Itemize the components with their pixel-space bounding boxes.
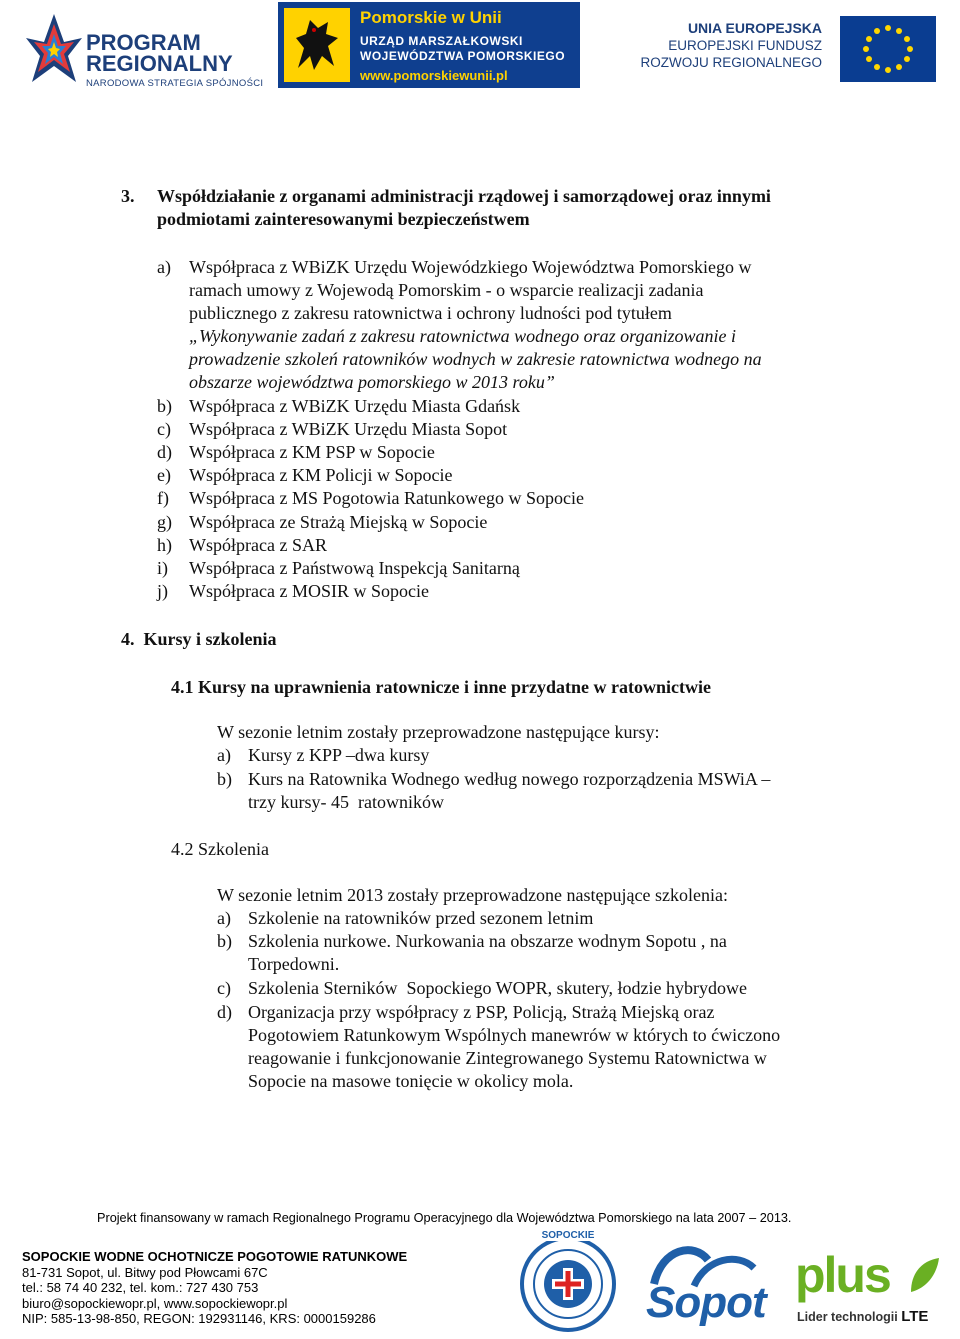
eu-flag-icon bbox=[840, 16, 936, 82]
list-item bbox=[157, 441, 435, 464]
list-text: Współpraca z MS Pogotowia Ratunkowego w Sopocie bbox=[189, 488, 584, 508]
list-text: Kursy z KPP –dwa kursy bbox=[248, 745, 430, 765]
list-marker: a) bbox=[217, 745, 231, 765]
list-text: Współpraca z SAR bbox=[189, 535, 327, 555]
item-a-italic2: prowadzenie szkoleń ratowników wodnych w zakresie ratownictwa wodnego na bbox=[189, 349, 762, 369]
section42-d-line3: reagowanie i funkcjonowanie Zintegrowanego Systemu Ratownictwa w bbox=[248, 1048, 767, 1068]
item-a-line3: publicznego z zakresu ratownictwa i ochrony ludności pod tytułem bbox=[189, 303, 672, 323]
list-marker: f) bbox=[157, 488, 169, 508]
list-text: Współpraca z MOSIR w Sopocie bbox=[189, 581, 429, 601]
plus-word: plus bbox=[795, 1247, 890, 1303]
list-item bbox=[157, 464, 452, 487]
ue-line2: EUROPEJSKI FUNDUSZ bbox=[668, 38, 822, 53]
item-a-line1: Współpraca z WBiZK Urzędu Wojewódzkiego Województwa Pomorskiego w bbox=[189, 257, 752, 277]
pomorskie-w-unii-logo bbox=[278, 2, 580, 88]
pom-line2: WOJEWÓDZTWA POMORSKIEGO bbox=[360, 49, 566, 63]
list-item bbox=[157, 487, 584, 510]
section42-title: 4.2 Szkolenia bbox=[171, 839, 269, 859]
list-item bbox=[157, 580, 429, 603]
pom-title: Pomorskie w Unii bbox=[360, 8, 502, 27]
item-a-italic3: obszarze województwa pomorskiego w 2013 roku” bbox=[189, 372, 555, 392]
list-item bbox=[157, 511, 487, 534]
eu-logo bbox=[630, 16, 940, 86]
griffin-icon bbox=[284, 8, 350, 82]
program-label: PROGRAM bbox=[86, 30, 201, 55]
regionalny-label: REGIONALNY bbox=[86, 51, 233, 76]
badge-top-label: SOPOCKIE bbox=[538, 1230, 598, 1241]
program-regionalny-star-icon bbox=[24, 12, 84, 84]
item-a-italic1: „Wykonywanie zadań z zakresu ratownictwa wodnego oraz organizowanie i bbox=[189, 326, 737, 346]
plus-leaf-icon bbox=[907, 1256, 941, 1296]
list-text: Współpraca z Państwową Inspekcją Sanitarną bbox=[189, 558, 520, 578]
list-marker: d) bbox=[217, 1002, 232, 1022]
list-marker: e) bbox=[157, 465, 171, 485]
list-item bbox=[157, 557, 520, 580]
ue-line1: UNIA EUROPEJSKA bbox=[687, 20, 822, 36]
section42-d-line4: Sopocie na masowe tonięcie w okolicy mola. bbox=[248, 1071, 574, 1091]
ue-line3: ROZWOJU REGIONALNEGO bbox=[640, 55, 822, 70]
pom-url: www.pomorskiewunii.pl bbox=[360, 68, 508, 83]
list-marker: b) bbox=[217, 931, 232, 951]
address: 81-731 Sopot, ul. Bitwy pod Płowcami 67C bbox=[22, 1264, 268, 1280]
section42-a bbox=[217, 907, 593, 930]
list-item bbox=[157, 418, 507, 441]
section41-b bbox=[217, 768, 770, 791]
item-a-marker: a) bbox=[157, 257, 171, 277]
list-marker: b) bbox=[217, 769, 232, 789]
list-marker: a) bbox=[217, 908, 231, 928]
section42-d-line2: Pogotowiem Ratunkowym Wspólnych manewrów w których to ćwiczono bbox=[248, 1025, 781, 1045]
section42-b-line2: Torpedowni. bbox=[248, 954, 340, 974]
list-marker: i) bbox=[157, 558, 168, 578]
list-text: Współpraca z WBiZK Urzędu Miasta Sopot bbox=[189, 419, 508, 439]
section4-title: 4. Kursy i szkolenia bbox=[121, 629, 277, 649]
list-marker: c) bbox=[217, 978, 231, 998]
list-text: Szkolenie na ratowników przed sezonem letnim bbox=[248, 908, 594, 928]
section3-number: 3. bbox=[121, 186, 135, 206]
sopot-word: Sopot bbox=[646, 1278, 766, 1327]
section3-title-line2: podmiotami zainteresowanymi bezpieczeństwem bbox=[157, 209, 530, 229]
list-marker: g) bbox=[157, 512, 172, 532]
list-marker: j) bbox=[157, 581, 168, 601]
contact-block bbox=[22, 1249, 462, 1327]
list-text: Szkolenia Sterników Sopockiego WOPR, skutery, łodzie hybrydowe bbox=[248, 978, 747, 998]
sopot-logo bbox=[634, 1240, 774, 1334]
list-item bbox=[157, 534, 327, 557]
plus-tagline bbox=[797, 1308, 928, 1325]
phone: tel.: 58 74 40 232, tel. kom.: 727 430 753 bbox=[22, 1280, 259, 1295]
section42-c bbox=[217, 977, 747, 1000]
section41-title: 4.1 Kursy na uprawnienia ratownicze i inne przydatne w ratownictwie bbox=[171, 677, 711, 697]
list-marker: b) bbox=[157, 396, 172, 416]
section42-intro: W sezonie letnim 2013 zostały przeprowadzone następujące szkolenia: bbox=[217, 885, 728, 905]
list-text: Kurs na Ratownika Wodnego według nowego rozporządzenia MSWiA – bbox=[248, 769, 771, 789]
list-text: Współpraca z KM Policji w Sopocie bbox=[189, 465, 453, 485]
plus-tag-text: Lider technologii bbox=[797, 1310, 898, 1324]
email-website: biuro@sopockiewopr.pl, www.sopockiewopr.pl bbox=[22, 1295, 288, 1311]
section3-title-line1: Współdziałanie z organami administracji rządowej i samorządowej oraz innymi bbox=[157, 186, 771, 206]
project-funding-line: Projekt finansowany w ramach Regionalnego Programu Operacyjnego dla Województwa Pomorskiego na lata 2007 – 2013. bbox=[97, 1211, 792, 1225]
list-text: Współpraca z WBiZK Urzędu Miasta Gdańsk bbox=[189, 396, 521, 416]
section41-a bbox=[217, 744, 429, 767]
plus-lte-text: LTE bbox=[901, 1308, 929, 1325]
section41-b-line2: trzy kursy- 45 ratowników bbox=[248, 792, 444, 812]
list-text: Współpraca ze Strażą Miejską w Sopocie bbox=[189, 512, 488, 532]
wopr-badge-logo bbox=[516, 1230, 620, 1334]
section42-b bbox=[217, 930, 727, 953]
list-marker: c) bbox=[157, 419, 171, 439]
list-marker: d) bbox=[157, 442, 172, 462]
section41-intro: W sezonie letnim zostały przeprowadzone następujące kursy: bbox=[217, 722, 660, 742]
list-text: Współpraca z KM PSP w Sopocie bbox=[189, 442, 435, 462]
list-text: Organizacja przy współpracy z PSP, Policją, Strażą Miejską oraz bbox=[248, 1002, 715, 1022]
strategy-label: NARODOWA STRATEGIA SPÓJNOŚCI bbox=[86, 78, 264, 89]
org-name: SOPOCKIE WODNE OCHOTNICZE POGOTOWIE RATUNKOWE bbox=[22, 1249, 408, 1264]
list-item bbox=[157, 395, 520, 418]
registration-numbers: NIP: 585-13-98-850, REGON: 192931146, KRS: 0000159286 bbox=[22, 1311, 376, 1326]
list-text: Szkolenia nurkowe. Nurkowania na obszarze wodnym Sopotu , na bbox=[248, 931, 727, 951]
list-marker: h) bbox=[157, 535, 172, 555]
section42-d bbox=[217, 1001, 715, 1024]
item-a-line2: ramach umowy z Wojewodą Pomorskim - o wsparcie realizacji zadania bbox=[189, 280, 704, 300]
plus-logo bbox=[795, 1247, 945, 1334]
wopr-badge-icon bbox=[516, 1230, 620, 1334]
program-regionalny-logo bbox=[24, 12, 264, 89]
pom-line1: URZĄD MARSZAŁKOWSKI bbox=[360, 34, 523, 48]
